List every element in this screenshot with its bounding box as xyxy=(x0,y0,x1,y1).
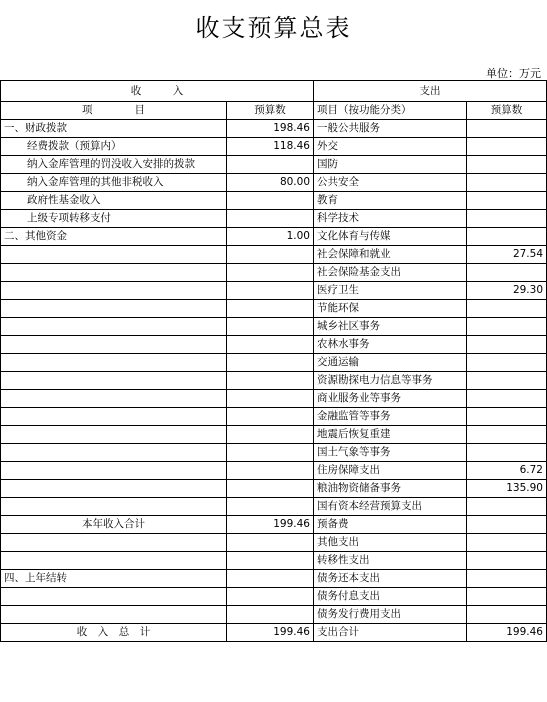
income-item-cell xyxy=(1,246,227,264)
table-row xyxy=(1,138,547,156)
table-row xyxy=(1,426,547,444)
header-row-sub xyxy=(1,102,547,120)
income-item-cell xyxy=(1,444,227,462)
expense-value-cell: 29.30 xyxy=(467,282,547,300)
income-header: 收 入 xyxy=(1,81,314,102)
table-row xyxy=(1,444,547,462)
expense-value-cell xyxy=(467,192,547,210)
income-item-cell xyxy=(1,534,227,552)
income-value-cell: 80.00 xyxy=(227,174,314,192)
income-value-cell: 198.46 xyxy=(227,120,314,138)
expense-item-cell: 社会保险基金支出 xyxy=(314,264,467,282)
income-value-cell: 118.46 xyxy=(227,138,314,156)
income-item-cell xyxy=(1,318,227,336)
expense-item-cell: 一般公共服务 xyxy=(314,120,467,138)
table-row xyxy=(1,192,547,210)
income-item-cell: 二、其他资金 xyxy=(1,228,227,246)
table-row xyxy=(1,516,547,534)
table-row xyxy=(1,120,547,138)
table-row xyxy=(1,570,547,588)
expense-value-cell xyxy=(467,318,547,336)
expense-value-cell xyxy=(467,354,547,372)
expense-value-cell xyxy=(467,138,547,156)
table-row xyxy=(1,588,547,606)
income-value-cell xyxy=(227,480,314,498)
income-value-cell xyxy=(227,444,314,462)
expense-item-cell: 科学技术 xyxy=(314,210,467,228)
income-value-cell xyxy=(227,192,314,210)
table-row xyxy=(1,210,547,228)
expense-value-cell xyxy=(467,498,547,516)
income-value-cell: 1.00 xyxy=(227,228,314,246)
income-value-cell xyxy=(227,300,314,318)
total-row xyxy=(1,624,547,642)
unit-label: 单位：万元 xyxy=(486,67,541,80)
income-item-cell xyxy=(1,462,227,480)
income-total-value: 199.46 xyxy=(227,624,314,642)
expense-item-cell: 文化体育与传媒 xyxy=(314,228,467,246)
table-row xyxy=(1,534,547,552)
income-budget-header: 预算数 xyxy=(227,102,314,120)
expense-item-cell: 医疗卫生 xyxy=(314,282,467,300)
expense-item-cell: 金融监管等事务 xyxy=(314,408,467,426)
expense-item-cell: 国土气象等事务 xyxy=(314,444,467,462)
income-value-cell xyxy=(227,210,314,228)
expense-item-cell: 转移性支出 xyxy=(314,552,467,570)
expense-item-cell: 城乡社区事务 xyxy=(314,318,467,336)
expense-value-cell xyxy=(467,444,547,462)
expense-value-cell: 135.90 xyxy=(467,480,547,498)
expense-value-cell: 27.54 xyxy=(467,246,547,264)
expense-item-cell: 债务还本支出 xyxy=(314,570,467,588)
expense-item-cell: 住房保障支出 xyxy=(314,462,467,480)
expense-budget-header: 预算数 xyxy=(467,102,547,120)
income-item-cell: 四、上年结转 xyxy=(1,570,227,588)
income-value-cell xyxy=(227,336,314,354)
expense-value-cell xyxy=(467,516,547,534)
expense-value-cell xyxy=(467,156,547,174)
income-item-cell: 一、财政拨款 xyxy=(1,120,227,138)
income-item-cell: 政府性基金收入 xyxy=(1,192,227,210)
income-item-cell xyxy=(1,354,227,372)
table-row xyxy=(1,498,547,516)
expense-item-cell: 国防 xyxy=(314,156,467,174)
income-item-cell: 纳入金库管理的其他非税收入 xyxy=(1,174,227,192)
income-item-cell: 上级专项转移支付 xyxy=(1,210,227,228)
expense-value-cell xyxy=(467,174,547,192)
table-row xyxy=(1,336,547,354)
expense-value-cell xyxy=(467,606,547,624)
income-item-cell xyxy=(1,498,227,516)
expense-value-cell xyxy=(467,336,547,354)
expense-value-cell xyxy=(467,300,547,318)
income-item-cell xyxy=(1,588,227,606)
expense-value-cell xyxy=(467,210,547,228)
expense-item-cell: 节能环保 xyxy=(314,300,467,318)
income-value-cell xyxy=(227,282,314,300)
table-row xyxy=(1,318,547,336)
expense-item-cell: 商业服务业等事务 xyxy=(314,390,467,408)
expense-value-cell xyxy=(467,426,547,444)
expense-value-cell xyxy=(467,372,547,390)
income-item-cell: 纳入金库管理的罚没收入安排的拨款 xyxy=(1,156,227,174)
expense-value-cell xyxy=(467,570,547,588)
table-row xyxy=(1,246,547,264)
table-row xyxy=(1,480,547,498)
income-value-cell xyxy=(227,588,314,606)
income-value-cell xyxy=(227,390,314,408)
expense-value-cell xyxy=(467,552,547,570)
expense-value-cell xyxy=(467,390,547,408)
income-value-cell xyxy=(227,534,314,552)
income-value-cell xyxy=(227,318,314,336)
expense-item-cell: 公共安全 xyxy=(314,174,467,192)
expense-header: 支出 xyxy=(314,81,547,102)
table-row xyxy=(1,228,547,246)
income-value-cell xyxy=(227,426,314,444)
expense-item-cell: 农林水事务 xyxy=(314,336,467,354)
income-value-cell xyxy=(227,354,314,372)
expense-item-cell: 其他支出 xyxy=(314,534,467,552)
expense-total-label: 支出合计 xyxy=(314,624,467,642)
income-value-cell xyxy=(227,462,314,480)
income-item-cell xyxy=(1,264,227,282)
income-value-cell xyxy=(227,408,314,426)
table-row xyxy=(1,282,547,300)
expense-value-cell xyxy=(467,408,547,426)
income-item-cell xyxy=(1,480,227,498)
income-item-cell xyxy=(1,282,227,300)
income-value-cell xyxy=(227,606,314,624)
income-item-cell xyxy=(1,606,227,624)
expense-item-cell: 外交 xyxy=(314,138,467,156)
income-item-cell: 本年收入合计 xyxy=(1,516,227,534)
income-item-cell xyxy=(1,552,227,570)
table-row xyxy=(1,552,547,570)
table-row xyxy=(1,300,547,318)
income-value-cell xyxy=(227,372,314,390)
income-value-cell xyxy=(227,156,314,174)
expense-value-cell xyxy=(467,228,547,246)
income-value-cell xyxy=(227,264,314,282)
expense-total-value: 199.46 xyxy=(467,624,547,642)
income-item-header: 项 目 xyxy=(1,102,227,120)
expense-item-cell: 债务付息支出 xyxy=(314,588,467,606)
income-item-cell xyxy=(1,408,227,426)
expense-value-cell xyxy=(467,588,547,606)
expense-item-cell: 粮油物资储备事务 xyxy=(314,480,467,498)
income-value-cell xyxy=(227,498,314,516)
expense-item-header: 项目（按功能分类） xyxy=(314,102,467,120)
expense-item-cell: 社会保障和就业 xyxy=(314,246,467,264)
expense-value-cell xyxy=(467,534,547,552)
expense-item-cell: 教育 xyxy=(314,192,467,210)
budget-table xyxy=(0,80,547,642)
expense-item-cell: 国有资本经营预算支出 xyxy=(314,498,467,516)
income-item-cell xyxy=(1,426,227,444)
table-row xyxy=(1,264,547,282)
expense-value-cell xyxy=(467,120,547,138)
income-value-cell xyxy=(227,246,314,264)
table-row xyxy=(1,174,547,192)
income-value-cell: 199.46 xyxy=(227,516,314,534)
income-total-label: 收 入 总 计 xyxy=(1,624,227,642)
income-item-cell: 经费拨款（预算内） xyxy=(1,138,227,156)
table-row xyxy=(1,354,547,372)
expense-value-cell xyxy=(467,264,547,282)
expense-value-cell: 6.72 xyxy=(467,462,547,480)
table-row xyxy=(1,408,547,426)
income-item-cell xyxy=(1,300,227,318)
expense-item-cell: 债务发行费用支出 xyxy=(314,606,467,624)
table-row xyxy=(1,156,547,174)
income-item-cell xyxy=(1,390,227,408)
expense-item-cell: 地震后恢复重建 xyxy=(314,426,467,444)
table-row xyxy=(1,390,547,408)
header-row-top xyxy=(1,81,547,102)
income-value-cell xyxy=(227,570,314,588)
income-item-cell xyxy=(1,336,227,354)
expense-item-cell: 预备费 xyxy=(314,516,467,534)
table-row xyxy=(1,372,547,390)
expense-item-cell: 交通运输 xyxy=(314,354,467,372)
income-value-cell xyxy=(227,552,314,570)
table-row xyxy=(1,462,547,480)
expense-item-cell: 资源勘探电力信息等事务 xyxy=(314,372,467,390)
income-item-cell xyxy=(1,372,227,390)
page-title: 收支预算总表 xyxy=(195,14,352,42)
table-row xyxy=(1,606,547,624)
